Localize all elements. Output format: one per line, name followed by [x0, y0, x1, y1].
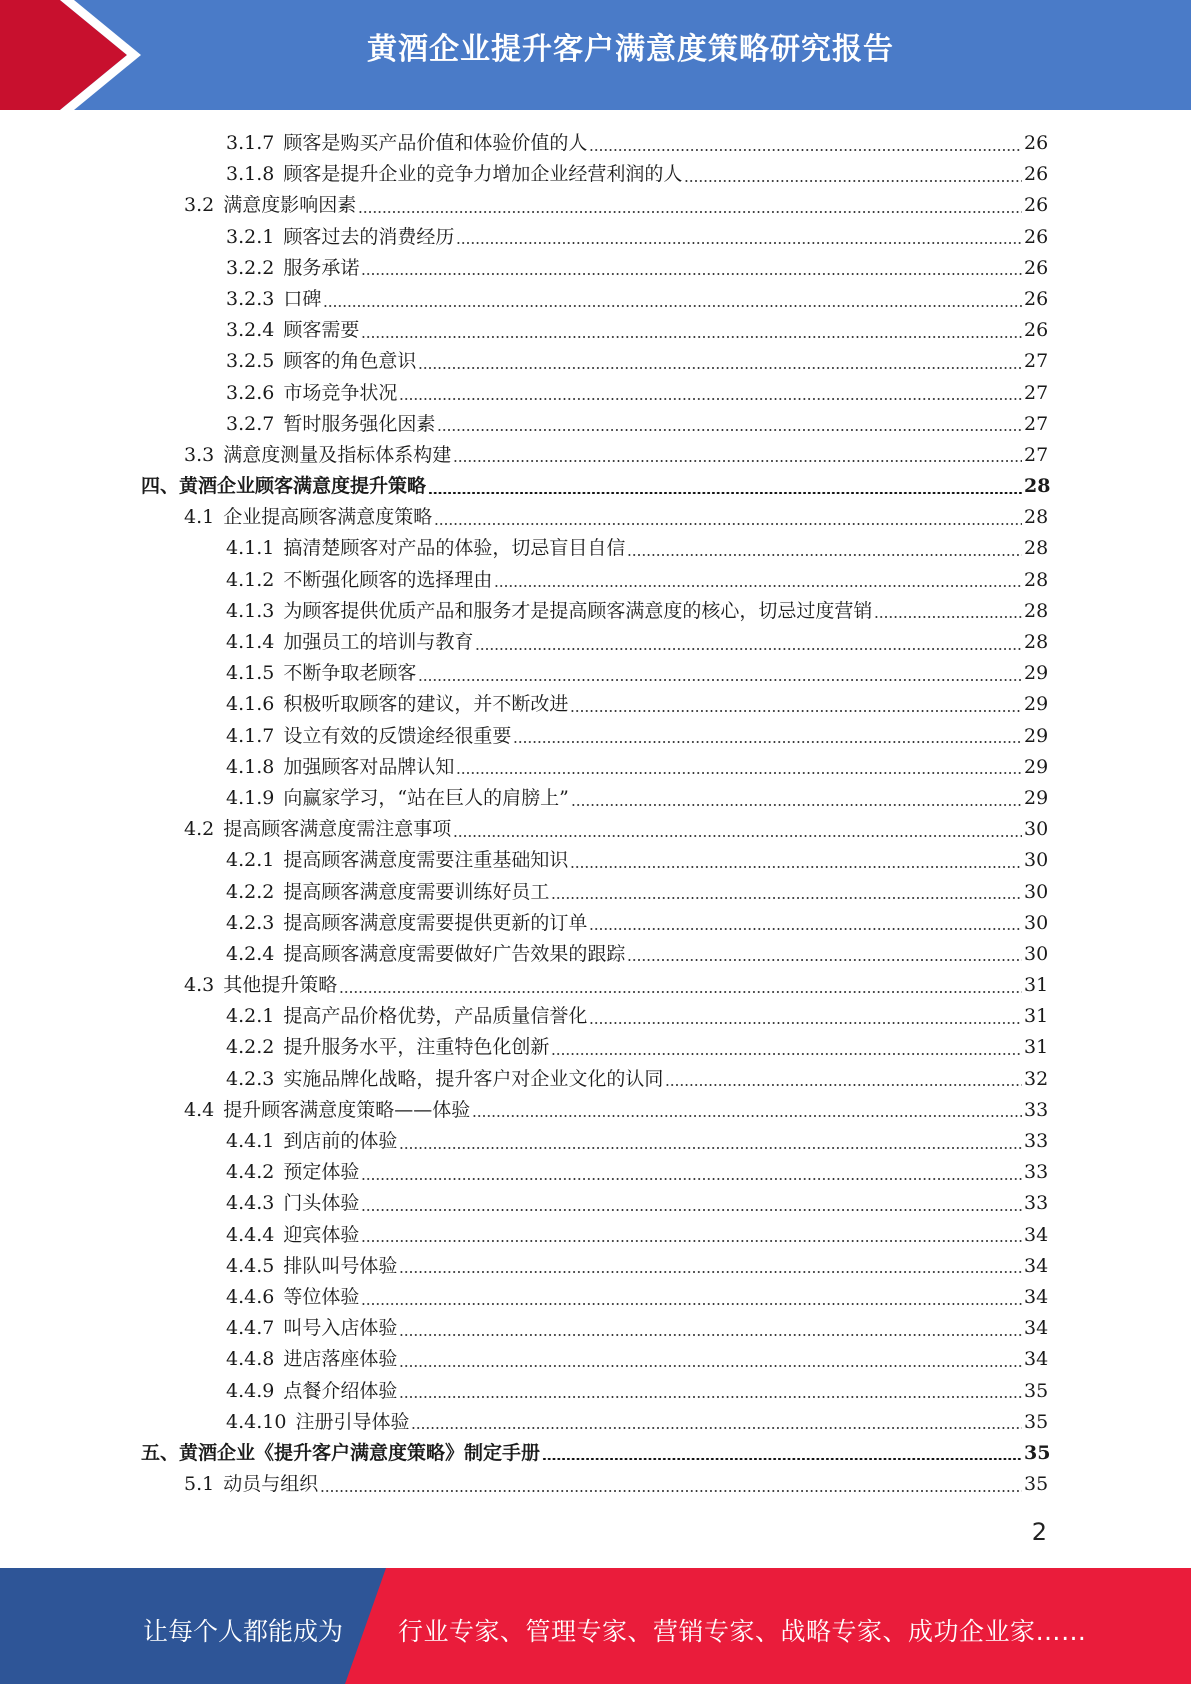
toc-dot-leader — [551, 897, 1022, 899]
toc-dot-leader — [361, 1240, 1022, 1242]
toc-entry-page: 35 — [1024, 1410, 1049, 1433]
toc-entry-title: 暂时服务强化因素 — [283, 412, 436, 435]
toc-entry-number: 4.1.4 — [226, 631, 275, 653]
toc-entry-text — [226, 1282, 359, 1313]
toc-entry[interactable] — [0, 627, 1191, 658]
toc-entry-text — [184, 1095, 470, 1126]
toc-entry-number: 4.1.1 — [226, 537, 275, 560]
toc-entry-title: 到店前的体验 — [283, 1130, 398, 1152]
toc-entry-text — [226, 908, 587, 939]
toc-entry-text — [226, 1220, 359, 1251]
toc-entry-title: 不断争取老顾客 — [283, 662, 417, 685]
toc-entry-page: 35 — [1024, 1441, 1051, 1464]
toc-entry[interactable] — [0, 284, 1191, 315]
toc-entry-title: 注册引导体验 — [295, 1410, 410, 1433]
toc-entry[interactable] — [0, 346, 1191, 377]
toc-entry-title: 提升服务水平，注重特色化创新 — [283, 1036, 550, 1059]
toc-dot-leader — [323, 305, 1022, 307]
toc-entry-title: 加强员工的培训与教育 — [283, 631, 474, 653]
toc-entry-page: 28 — [1024, 631, 1049, 653]
toc-entry[interactable] — [0, 159, 1191, 190]
toc-entry-text — [226, 222, 454, 253]
toc-entry-title: 顾客的角色意识 — [283, 350, 417, 373]
toc-entry-text — [226, 1032, 549, 1063]
toc-entry-page: 26 — [1024, 194, 1049, 217]
toc-entry-page: 29 — [1024, 662, 1049, 685]
toc-entry-page: 30 — [1024, 849, 1049, 872]
toc-entry[interactable] — [0, 814, 1191, 845]
toc-entry-title: 市场竞争状况 — [283, 381, 398, 404]
toc-entry-number: 4.4.8 — [226, 1348, 275, 1371]
toc-entry-number: 3.1.7 — [226, 132, 275, 154]
footer-slogan-right: 行业专家、管理专家、营销专家、战略专家、成功企业家…… — [398, 1617, 1087, 1646]
toc-entry-text — [226, 409, 435, 440]
toc-dot-leader — [399, 398, 1022, 400]
toc-entry[interactable] — [0, 1344, 1191, 1375]
toc-entry-title: 设立有效的反馈途经很重要 — [283, 724, 512, 747]
toc-entry-page: 31 — [1024, 1005, 1049, 1028]
toc-dot-leader — [570, 866, 1022, 868]
toc-entry-number: 4.4.5 — [226, 1254, 275, 1277]
toc-entry-title: 积极听取顾客的建议，并不断改进 — [283, 693, 569, 716]
toc-entry[interactable] — [0, 1282, 1191, 1313]
toc-entry-number: 4.4.6 — [226, 1285, 275, 1308]
toc-dot-leader — [361, 336, 1022, 338]
toc-entry-title: 迎宾体验 — [283, 1223, 360, 1246]
toc-entry-number: 3.2.5 — [226, 350, 275, 373]
toc-entry-number: 5.1 — [184, 1473, 215, 1496]
toc-dot-leader — [475, 648, 1022, 650]
toc-entry-number: 4.1.3 — [226, 599, 275, 622]
toc-entry[interactable] — [0, 939, 1191, 970]
toc-entry[interactable] — [0, 1407, 1191, 1438]
toc-entry-page: 27 — [1024, 381, 1049, 404]
toc-entry-page: 30 — [1024, 880, 1049, 903]
toc-entry-number: 4.1.2 — [226, 568, 275, 591]
toc-entry[interactable] — [0, 190, 1191, 221]
toc-entry-text — [226, 939, 625, 970]
toc-entry-title: 门头体验 — [283, 1192, 360, 1215]
toc-entry-page: 33 — [1024, 1161, 1049, 1184]
toc-entry-number: 4.4.7 — [226, 1317, 275, 1340]
toc-entry-title: 向赢家学习，“站在巨人的肩膀上” — [283, 786, 569, 809]
toc-dot-leader — [627, 959, 1022, 961]
toc-entry-page: 34 — [1024, 1254, 1049, 1277]
toc-dot-leader — [551, 1053, 1022, 1055]
toc-entry-number: 3.2.7 — [226, 412, 275, 435]
toc-entry[interactable] — [0, 908, 1191, 939]
toc-entry-text — [184, 440, 451, 471]
header-arrow-decoration — [0, 0, 160, 110]
toc-dot-leader — [399, 1334, 1022, 1336]
toc-entry[interactable] — [0, 596, 1191, 627]
toc-entry-number: 4.2.3 — [226, 911, 275, 934]
toc-dot-leader — [399, 1396, 1022, 1398]
toc-entry-page: 30 — [1024, 911, 1049, 934]
toc-entry-number: 3.2 — [184, 194, 215, 217]
toc-entry-title: 顾客需要 — [283, 319, 360, 342]
toc-entry-number: 4.1.7 — [226, 724, 275, 747]
toc-dot-leader — [513, 741, 1022, 743]
toc-dot-leader — [627, 554, 1022, 556]
toc-entry-title: 为顾客提供优质产品和服务才是提高顾客满意度的核心，切忌过度营销 — [283, 599, 873, 622]
toc-entry-text — [226, 1344, 397, 1375]
toc-entry[interactable] — [0, 409, 1191, 440]
toc-entry[interactable] — [0, 315, 1191, 346]
toc-entry-number: 4.1.9 — [226, 786, 275, 809]
toc-entry-text — [184, 970, 337, 1001]
toc-dot-leader — [358, 211, 1022, 213]
toc-dot-leader — [399, 1365, 1022, 1367]
toc-entry-text — [226, 1188, 359, 1219]
toc-entry-page: 30 — [1024, 818, 1049, 841]
toc-entry[interactable] — [0, 502, 1191, 533]
toc-entry-page: 27 — [1024, 443, 1049, 466]
toc-entry-text — [226, 159, 682, 190]
toc-dot-leader — [453, 835, 1022, 837]
toc-dot-leader — [665, 1084, 1022, 1086]
toc-entry[interactable] — [0, 253, 1191, 284]
toc-dot-leader — [320, 1490, 1022, 1492]
toc-entry-text — [226, 1407, 409, 1438]
toc-entry-number: 4.1.5 — [226, 662, 275, 685]
toc-entry-number: 4.2.3 — [226, 1067, 275, 1090]
toc-entry-page: 35 — [1024, 1473, 1049, 1496]
toc-dot-leader — [361, 1209, 1022, 1211]
toc-dot-leader — [418, 679, 1022, 681]
toc-entry-page: 28 — [1024, 475, 1051, 498]
toc-entry-number: 3.2.1 — [226, 225, 275, 248]
toc-entry-text — [184, 190, 356, 221]
toc-entry-page: 28 — [1024, 537, 1049, 560]
toc-dot-leader — [589, 149, 1022, 151]
toc-entry-title: 等位体验 — [283, 1285, 360, 1308]
toc-entry-text — [184, 502, 432, 533]
toc-entry[interactable] — [0, 1126, 1191, 1157]
toc-entry-page: 26 — [1024, 163, 1049, 186]
toc-entry-text — [226, 565, 492, 596]
toc-entry-number: 4.4.3 — [226, 1192, 275, 1215]
toc-entry-text — [226, 721, 511, 752]
toc-entry-number: 4.1 — [184, 506, 215, 529]
toc-dot-leader — [456, 772, 1022, 774]
toc-entry-title: 叫号入店体验 — [283, 1317, 398, 1340]
toc-entry-page: 28 — [1024, 599, 1049, 622]
toc-dot-leader — [542, 1458, 1022, 1460]
toc-dot-leader — [589, 928, 1022, 930]
toc-entry-title: 动员与组织 — [223, 1473, 319, 1496]
toc-entry-text — [226, 596, 872, 627]
toc-entry-text — [226, 1251, 397, 1282]
toc-entry-title: 提高顾客满意度需要注重基础知识 — [283, 849, 569, 872]
toc-entry[interactable] — [0, 128, 1191, 159]
page-footer — [0, 1568, 1191, 1684]
toc-dot-leader — [571, 804, 1022, 806]
toc-entry-page: 26 — [1024, 319, 1049, 342]
toc-entry-title: 五、黄酒企业《提升客户满意度策略》制定手册 — [141, 1441, 541, 1464]
toc-entry-text — [226, 877, 549, 908]
toc-entry-text — [226, 627, 473, 658]
toc-entry-text — [226, 1157, 359, 1188]
toc-entry-title: 满意度影响因素 — [223, 194, 357, 217]
toc-entry-number: 4.4.9 — [226, 1379, 275, 1402]
toc-entry-page: 31 — [1024, 1036, 1049, 1059]
toc-entry-text — [226, 378, 397, 409]
toc-dot-leader — [874, 616, 1022, 618]
toc-entry-number: 4.4.10 — [226, 1410, 287, 1433]
toc-dot-leader — [428, 492, 1022, 494]
toc-dot-leader — [418, 367, 1022, 369]
toc-entry-text — [226, 752, 454, 783]
toc-entry-number: 3.2.6 — [226, 381, 275, 404]
page-number: 2 — [1031, 1518, 1047, 1546]
toc-entry-title: 提高顾客满意度需要做好广告效果的跟踪 — [283, 942, 626, 965]
toc-entry-title: 顾客是提升企业的竞争力增加企业经营利润的人 — [283, 163, 683, 186]
toc-dot-leader — [570, 710, 1022, 712]
toc-entry[interactable] — [0, 877, 1191, 908]
toc-entry-text — [226, 1064, 663, 1095]
toc-entry[interactable] — [0, 533, 1191, 564]
toc-entry-title: 提高顾客满意度需要提供更新的订单 — [283, 911, 588, 934]
toc-entry-number: 3.2.3 — [226, 287, 275, 310]
toc-entry-text — [141, 471, 426, 502]
toc-entry-number: 4.2.4 — [226, 942, 275, 965]
toc-entry-text — [226, 533, 625, 564]
toc-entry-title: 提高顾客满意度需注意事项 — [223, 818, 452, 841]
toc-entry-number: 4.2 — [184, 818, 215, 841]
toc-entry[interactable] — [0, 1188, 1191, 1219]
toc-dot-leader — [456, 242, 1022, 244]
toc-entry[interactable] — [0, 1095, 1191, 1126]
toc-entry-number: 3.3 — [184, 443, 215, 466]
toc-dot-leader — [472, 1115, 1022, 1117]
toc-entry-title: 提高顾客满意度需要训练好员工 — [283, 880, 550, 903]
toc-entry-text — [226, 658, 416, 689]
toc-entry-page: 34 — [1024, 1223, 1049, 1246]
toc-entry-number: 4.1.8 — [226, 755, 275, 778]
toc-entry[interactable] — [0, 1032, 1191, 1063]
table-of-contents — [0, 128, 1191, 1500]
toc-entry-title: 进店落座体验 — [283, 1348, 398, 1371]
toc-entry[interactable] — [0, 565, 1191, 596]
toc-entry-title: 企业提高顾客满意度策略 — [223, 506, 433, 529]
toc-entry[interactable] — [0, 1157, 1191, 1188]
toc-entry[interactable] — [0, 222, 1191, 253]
document-title: 黄酒企业提升客户满意度策略研究报告 — [367, 32, 894, 67]
toc-dot-leader — [494, 585, 1022, 587]
toc-entry[interactable] — [0, 471, 1191, 502]
toc-entry-text — [226, 128, 587, 159]
toc-entry[interactable] — [0, 658, 1191, 689]
toc-entry-number: 4.2.2 — [226, 1036, 275, 1059]
toc-entry[interactable] — [0, 783, 1191, 814]
toc-entry-number: 3.2.2 — [226, 256, 275, 279]
toc-entry-text — [226, 1313, 397, 1344]
toc-entry-text — [226, 1126, 397, 1157]
toc-entry-title: 其他提升策略 — [223, 974, 338, 997]
toc-entry-text — [184, 814, 451, 845]
toc-entry[interactable] — [0, 845, 1191, 876]
toc-entry-page: 29 — [1024, 755, 1049, 778]
toc-entry-title: 不断强化顾客的选择理由 — [283, 568, 493, 591]
toc-entry[interactable] — [0, 1469, 1191, 1500]
toc-entry[interactable] — [0, 1313, 1191, 1344]
toc-dot-leader — [434, 523, 1022, 525]
toc-entry-page: 28 — [1024, 506, 1049, 529]
toc-entry-title: 实施品牌化战略，提升客户对企业文化的认同 — [283, 1067, 664, 1090]
toc-dot-leader — [684, 180, 1022, 182]
toc-entry-page: 29 — [1024, 786, 1049, 809]
toc-entry-page: 26 — [1024, 256, 1049, 279]
toc-entry-title: 提升顾客满意度策略——体验 — [223, 1098, 471, 1121]
toc-entry-title: 搞清楚顾客对产品的体验，切忌盲目自信 — [283, 537, 626, 560]
toc-entry-text — [226, 1376, 397, 1407]
toc-entry-title: 顾客过去的消费经历 — [283, 225, 455, 248]
toc-entry[interactable] — [0, 440, 1191, 471]
toc-entry-title: 预定体验 — [283, 1161, 360, 1184]
toc-entry-title: 服务承诺 — [283, 256, 360, 279]
toc-entry-page: 33 — [1024, 1098, 1049, 1121]
toc-entry-page: 34 — [1024, 1285, 1049, 1308]
toc-entry-page: 28 — [1024, 568, 1049, 591]
toc-dot-leader — [589, 1022, 1022, 1024]
toc-entry[interactable] — [0, 1376, 1191, 1407]
toc-entry[interactable] — [0, 721, 1191, 752]
toc-entry-page: 29 — [1024, 693, 1049, 716]
toc-entry-title: 满意度测量及指标体系构建 — [223, 443, 452, 466]
toc-entry[interactable] — [0, 689, 1191, 720]
toc-entry-title: 顾客是购买产品价值和体验价值的人 — [283, 132, 588, 154]
toc-entry-page: 30 — [1024, 942, 1049, 965]
toc-entry-page: 27 — [1024, 350, 1049, 373]
toc-entry[interactable] — [0, 378, 1191, 409]
toc-entry-text — [226, 284, 321, 315]
toc-entry-title: 点餐介绍体验 — [283, 1379, 398, 1402]
toc-entry-number: 3.2.4 — [226, 319, 275, 342]
toc-dot-leader — [399, 1271, 1022, 1273]
toc-dot-leader — [453, 460, 1022, 462]
toc-entry[interactable] — [0, 1251, 1191, 1282]
toc-entry-page: 29 — [1024, 724, 1049, 747]
toc-entry-title: 加强顾客对品牌认知 — [283, 755, 455, 778]
toc-entry-page: 31 — [1024, 974, 1049, 997]
page-header — [0, 0, 1191, 110]
toc-entry-number: 4.4.1 — [226, 1130, 275, 1152]
toc-dot-leader — [361, 1303, 1022, 1305]
toc-entry-text — [226, 689, 568, 720]
toc-entry-text — [226, 845, 568, 876]
toc-entry-number: 4.4.4 — [226, 1223, 275, 1246]
toc-entry-page: 26 — [1024, 132, 1049, 154]
toc-entry-text — [226, 253, 359, 284]
toc-entry-page: 33 — [1024, 1130, 1049, 1152]
toc-entry-page: 32 — [1024, 1067, 1049, 1090]
toc-dot-leader — [399, 1147, 1022, 1149]
toc-entry[interactable] — [0, 1064, 1191, 1095]
toc-dot-leader — [339, 991, 1022, 993]
toc-entry-text — [226, 346, 416, 377]
toc-entry-number: 4.4 — [184, 1098, 215, 1121]
toc-entry-number: 4.2.1 — [226, 1005, 275, 1028]
toc-entry-text — [141, 1438, 540, 1469]
toc-dot-leader — [361, 1178, 1022, 1180]
toc-entry-page: 26 — [1024, 225, 1049, 248]
toc-entry-title: 排队叫号体验 — [283, 1254, 398, 1277]
toc-entry-page: 35 — [1024, 1379, 1049, 1402]
toc-dot-leader — [437, 429, 1022, 431]
toc-entry-number: 4.3 — [184, 974, 215, 997]
toc-entry[interactable] — [0, 1001, 1191, 1032]
toc-entry-page: 27 — [1024, 412, 1049, 435]
toc-entry-page: 34 — [1024, 1317, 1049, 1340]
toc-entry-page: 34 — [1024, 1348, 1049, 1371]
toc-entry-number: 4.2.1 — [226, 849, 275, 872]
toc-entry[interactable] — [0, 752, 1191, 783]
toc-entry-title: 提高产品价格优势，产品质量信誉化 — [283, 1005, 588, 1028]
footer-slogan-left: 让每个人都能成为 — [143, 1617, 344, 1646]
toc-entry-number: 3.1.8 — [226, 163, 275, 186]
toc-entry-title: 口碑 — [283, 287, 322, 310]
toc-entry-text — [226, 315, 359, 346]
toc-entry-text — [226, 783, 569, 814]
toc-entry-page: 26 — [1024, 287, 1049, 310]
toc-entry-number: 4.1.6 — [226, 693, 275, 716]
toc-entry-number: 4.4.2 — [226, 1161, 275, 1184]
toc-entry[interactable] — [0, 970, 1191, 1001]
toc-dot-leader — [361, 273, 1022, 275]
toc-entry[interactable] — [0, 1438, 1191, 1469]
toc-entry-number: 4.2.2 — [226, 880, 275, 903]
toc-entry-text — [184, 1469, 318, 1500]
toc-entry-page: 33 — [1024, 1192, 1049, 1215]
toc-entry[interactable] — [0, 1220, 1191, 1251]
toc-dot-leader — [411, 1427, 1022, 1429]
toc-entry-title: 四、黄酒企业顾客满意度提升策略 — [141, 475, 427, 498]
toc-entry-text — [226, 1001, 587, 1032]
